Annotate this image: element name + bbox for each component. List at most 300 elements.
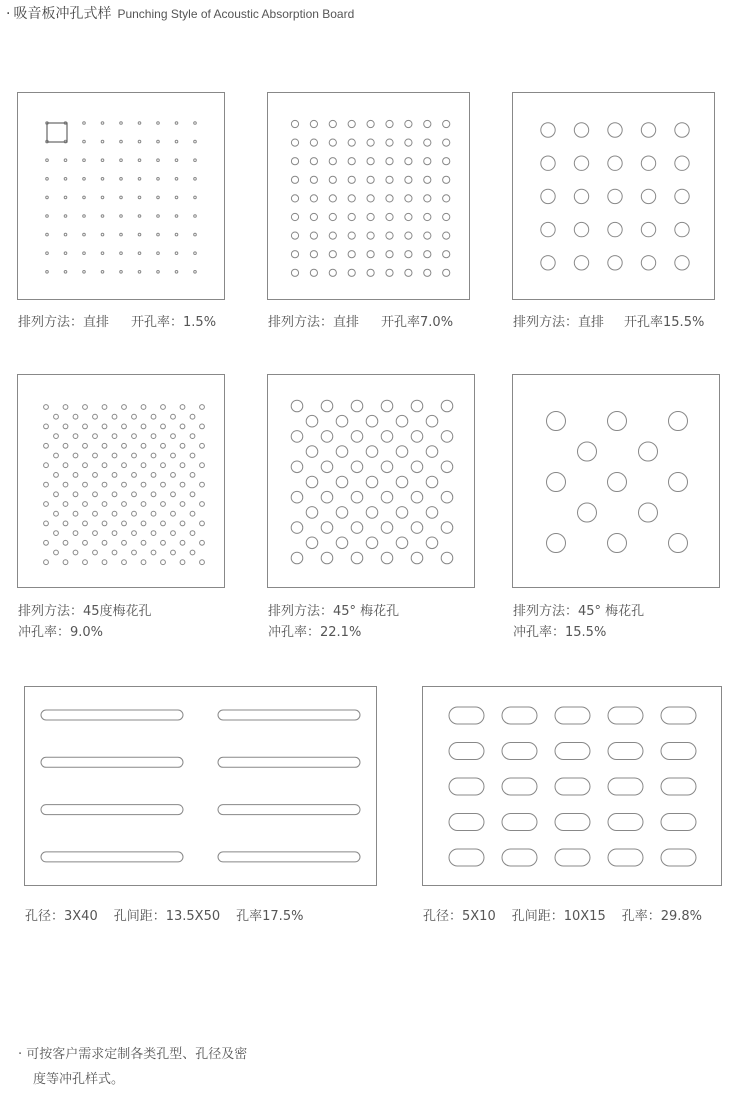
hole — [132, 531, 137, 536]
hole — [441, 522, 453, 534]
slot-hole — [661, 849, 696, 866]
hole — [171, 492, 176, 497]
hole — [151, 414, 156, 419]
hole — [405, 251, 412, 258]
hole — [608, 222, 622, 236]
hole — [336, 507, 348, 519]
hole — [367, 232, 374, 239]
hole — [102, 521, 107, 526]
panel-oblong-holes — [422, 686, 722, 886]
slot-hole — [661, 814, 696, 831]
hole — [367, 176, 374, 183]
caption-panel-2 — [268, 312, 453, 333]
hole — [132, 453, 137, 458]
hole — [381, 400, 393, 412]
hole — [112, 434, 117, 439]
hole — [411, 491, 423, 503]
hole — [310, 120, 317, 127]
hole — [46, 215, 49, 218]
hole — [63, 540, 68, 545]
panel-straight-1-5 — [17, 92, 225, 300]
hole — [329, 232, 336, 239]
hole — [161, 560, 166, 565]
hole — [424, 120, 431, 127]
hole — [351, 522, 363, 534]
hole — [348, 139, 355, 146]
hole — [190, 550, 195, 555]
hole — [351, 461, 363, 473]
hole — [175, 271, 178, 274]
hole — [83, 424, 88, 429]
page-title-en: Punching Style of Acoustic Absorption Board — [117, 7, 355, 21]
hole — [46, 178, 49, 181]
hole — [112, 511, 117, 516]
hole — [443, 269, 450, 276]
hole — [73, 434, 78, 439]
hole — [669, 473, 688, 492]
hole — [366, 415, 378, 427]
slot-hole — [502, 814, 537, 831]
hole — [171, 453, 176, 458]
hole — [291, 251, 298, 258]
hole — [396, 537, 408, 549]
customization-note — [18, 1042, 247, 1092]
hole — [443, 195, 450, 202]
hole — [306, 446, 318, 458]
hole — [367, 213, 374, 220]
hole — [310, 158, 317, 165]
hole — [83, 252, 86, 255]
hole — [175, 159, 178, 162]
hole-pattern-straight-medium — [268, 93, 471, 301]
hole — [101, 122, 104, 125]
hole-size-label: 孔径：3X40 — [25, 909, 98, 924]
hole — [200, 502, 205, 507]
arrangement-label: 排列方法：45° 梅花孔 — [268, 604, 400, 619]
hole — [194, 252, 197, 255]
hole — [120, 233, 123, 236]
hole — [161, 521, 166, 526]
hole — [310, 176, 317, 183]
hole — [83, 271, 86, 274]
hole — [190, 414, 195, 419]
hole — [441, 491, 453, 503]
slot-hole — [41, 757, 183, 767]
panel-staggered-9-0 — [17, 374, 225, 588]
hole — [443, 251, 450, 258]
hole — [63, 521, 68, 526]
hole — [157, 271, 160, 274]
hole — [200, 482, 205, 487]
hole — [381, 431, 393, 443]
page-title-cn: 吸音板冲孔式样 — [13, 6, 112, 22]
hole — [141, 521, 146, 526]
rate-label: 冲孔率：15.5% — [513, 625, 607, 640]
hole — [291, 400, 303, 412]
hole — [63, 482, 68, 487]
slot-hole — [608, 849, 643, 866]
hole — [574, 189, 588, 203]
hole — [386, 139, 393, 146]
hole — [171, 531, 176, 536]
hole — [64, 196, 67, 199]
slot-hole — [449, 707, 484, 724]
hole — [171, 473, 176, 478]
hole — [641, 156, 655, 170]
hole — [411, 461, 423, 473]
panel-staggered-15-5 — [512, 374, 720, 588]
slot-hole — [449, 778, 484, 795]
hole — [190, 434, 195, 439]
hole — [441, 552, 453, 564]
hole — [122, 443, 127, 448]
hole — [321, 522, 333, 534]
arrangement-label: 排列方法：直排 — [268, 315, 360, 330]
hole — [122, 521, 127, 526]
hole — [190, 511, 195, 516]
hole — [175, 233, 178, 236]
hole — [541, 156, 555, 170]
hole — [63, 405, 68, 410]
hole — [157, 122, 160, 125]
slot-hole — [218, 805, 360, 815]
hole — [138, 178, 141, 181]
hole — [386, 269, 393, 276]
hole — [441, 431, 453, 443]
hole — [608, 412, 627, 431]
hole — [120, 159, 123, 162]
hole — [46, 196, 49, 199]
hole — [54, 434, 59, 439]
panel-straight-15-5 — [512, 92, 715, 300]
hole — [175, 178, 178, 181]
hole — [180, 424, 185, 429]
hole — [348, 195, 355, 202]
hole — [54, 453, 59, 458]
hole — [381, 491, 393, 503]
hole — [608, 473, 627, 492]
hole — [73, 492, 78, 497]
hole — [366, 446, 378, 458]
hole — [348, 269, 355, 276]
slot-hole — [555, 849, 590, 866]
hole — [443, 176, 450, 183]
hole — [291, 491, 303, 503]
hole — [348, 232, 355, 239]
slot-hole — [555, 778, 590, 795]
hole — [175, 196, 178, 199]
hole — [348, 213, 355, 220]
hole — [102, 463, 107, 468]
slot-hole — [502, 707, 537, 724]
hole — [306, 537, 318, 549]
hole — [194, 159, 197, 162]
hole — [102, 424, 107, 429]
slot-hole — [502, 743, 537, 760]
note-line-2: 度等冲孔样式。 — [33, 1072, 125, 1087]
hole — [64, 233, 67, 236]
hole — [608, 156, 622, 170]
hole — [120, 252, 123, 255]
hole — [93, 414, 98, 419]
hole — [386, 120, 393, 127]
spacing-label: 孔间距：10X15 — [511, 909, 606, 924]
hole — [63, 560, 68, 565]
hole — [180, 443, 185, 448]
hole — [291, 158, 298, 165]
hole — [405, 269, 412, 276]
page-header — [6, 3, 354, 23]
hole — [122, 405, 127, 410]
hole — [190, 453, 195, 458]
hole — [141, 560, 146, 565]
hole — [180, 405, 185, 410]
hole — [141, 405, 146, 410]
hole — [157, 196, 160, 199]
slot-hole — [218, 710, 360, 720]
hole — [171, 434, 176, 439]
hole — [151, 473, 156, 478]
hole — [112, 414, 117, 419]
hole — [101, 233, 104, 236]
hole — [367, 195, 374, 202]
slot-hole — [608, 707, 643, 724]
hole — [63, 424, 68, 429]
hole — [336, 446, 348, 458]
hole — [411, 431, 423, 443]
caption-panel-8 — [423, 906, 702, 927]
hole-pattern-staggered-small — [18, 375, 226, 589]
caption-panel-1 — [18, 312, 216, 333]
hole-pattern-straight-large — [513, 93, 716, 301]
hole — [54, 492, 59, 497]
hole — [381, 461, 393, 473]
hole — [424, 139, 431, 146]
hole — [151, 531, 156, 536]
hole — [578, 442, 597, 461]
spacing-label: 孔间距：13.5X50 — [113, 909, 221, 924]
hole — [200, 443, 205, 448]
hole — [73, 453, 78, 458]
hole — [329, 269, 336, 276]
hole — [151, 453, 156, 458]
hole — [190, 473, 195, 478]
hole — [93, 453, 98, 458]
hole — [310, 213, 317, 220]
hole — [46, 252, 49, 255]
hole — [101, 271, 104, 274]
hole — [348, 176, 355, 183]
hole — [44, 443, 49, 448]
hole — [541, 189, 555, 203]
caption-panel-4 — [18, 601, 152, 643]
hole — [138, 159, 141, 162]
hole — [547, 473, 566, 492]
hole — [194, 233, 197, 236]
hole — [405, 195, 412, 202]
hole — [102, 502, 107, 507]
hole — [329, 158, 336, 165]
hole — [83, 405, 88, 410]
hole — [180, 463, 185, 468]
hole — [83, 215, 86, 218]
hole — [310, 195, 317, 202]
hole — [194, 215, 197, 218]
hole — [194, 122, 197, 125]
hole — [396, 476, 408, 488]
slot-hole — [41, 805, 183, 815]
hole — [101, 215, 104, 218]
arrangement-label: 排列方法：45° 梅花孔 — [513, 604, 645, 619]
hole — [46, 271, 49, 274]
hole — [608, 534, 627, 553]
slot-hole — [661, 743, 696, 760]
hole — [200, 560, 205, 565]
hole — [411, 522, 423, 534]
rate-label: 开孔率15.5% — [624, 315, 705, 330]
hole — [83, 482, 88, 487]
hole — [132, 550, 137, 555]
hole — [194, 178, 197, 181]
hole — [291, 232, 298, 239]
hole — [44, 560, 49, 565]
slot-hole — [449, 849, 484, 866]
hole — [396, 446, 408, 458]
hole — [138, 271, 141, 274]
hole — [102, 405, 107, 410]
hole — [132, 511, 137, 516]
hole — [541, 123, 555, 137]
slot-hole — [555, 707, 590, 724]
caption-panel-6 — [513, 601, 644, 643]
hole — [157, 215, 160, 218]
hole — [73, 414, 78, 419]
hole — [321, 461, 333, 473]
hole — [141, 502, 146, 507]
hole — [366, 476, 378, 488]
hole — [122, 463, 127, 468]
hole — [138, 215, 141, 218]
slot-hole — [555, 743, 590, 760]
hole — [93, 511, 98, 516]
hole-pattern-staggered-large — [513, 375, 721, 589]
hole — [157, 140, 160, 143]
hole — [200, 424, 205, 429]
hole — [122, 540, 127, 545]
hole — [405, 213, 412, 220]
slot-hole — [449, 743, 484, 760]
hole — [348, 251, 355, 258]
hole — [329, 139, 336, 146]
hole — [329, 213, 336, 220]
hole — [44, 424, 49, 429]
hole — [151, 434, 156, 439]
hole — [161, 424, 166, 429]
hole — [366, 537, 378, 549]
hole — [669, 412, 688, 431]
hole — [54, 414, 59, 419]
hole — [175, 122, 178, 125]
hole — [138, 252, 141, 255]
hole — [151, 511, 156, 516]
hole — [161, 502, 166, 507]
hole — [291, 269, 298, 276]
hole — [291, 120, 298, 127]
hole — [386, 251, 393, 258]
hole — [54, 531, 59, 536]
hole — [120, 271, 123, 274]
hole — [367, 158, 374, 165]
hole — [132, 414, 137, 419]
hole — [321, 400, 333, 412]
hole — [641, 189, 655, 203]
hole — [83, 196, 86, 199]
hole — [138, 140, 141, 143]
hole — [200, 521, 205, 526]
hole — [411, 552, 423, 564]
hole — [180, 540, 185, 545]
panel-slot-holes — [24, 686, 377, 886]
hole — [541, 222, 555, 236]
hole — [141, 424, 146, 429]
hole — [93, 550, 98, 555]
hole — [424, 232, 431, 239]
hole — [424, 195, 431, 202]
hole — [54, 511, 59, 516]
hole — [329, 120, 336, 127]
hole — [171, 511, 176, 516]
hole — [64, 252, 67, 255]
hole — [574, 256, 588, 270]
hole — [101, 159, 104, 162]
hole — [122, 482, 127, 487]
hole — [101, 252, 104, 255]
hole — [93, 492, 98, 497]
hole — [73, 511, 78, 516]
hole — [44, 502, 49, 507]
hole — [194, 140, 197, 143]
panel-straight-7-0 — [267, 92, 470, 300]
hole — [351, 552, 363, 564]
hole — [291, 139, 298, 146]
hole — [132, 492, 137, 497]
hole — [102, 560, 107, 565]
hole-pattern-straight-small — [18, 93, 226, 301]
hole — [44, 405, 49, 410]
hole — [574, 156, 588, 170]
hole — [112, 492, 117, 497]
hole — [424, 251, 431, 258]
hole — [102, 482, 107, 487]
hole — [200, 405, 205, 410]
hole — [151, 492, 156, 497]
hole — [157, 252, 160, 255]
hole — [112, 531, 117, 536]
hole — [44, 521, 49, 526]
hole — [141, 482, 146, 487]
slot-hole — [608, 814, 643, 831]
hole — [348, 158, 355, 165]
hole — [424, 213, 431, 220]
slot-hole — [502, 849, 537, 866]
hole — [132, 434, 137, 439]
hole-pattern-staggered-medium — [268, 375, 476, 589]
hole — [329, 176, 336, 183]
hole — [83, 443, 88, 448]
hole — [310, 251, 317, 258]
hole — [161, 463, 166, 468]
rate-label: 开孔率：1.5% — [131, 315, 217, 330]
